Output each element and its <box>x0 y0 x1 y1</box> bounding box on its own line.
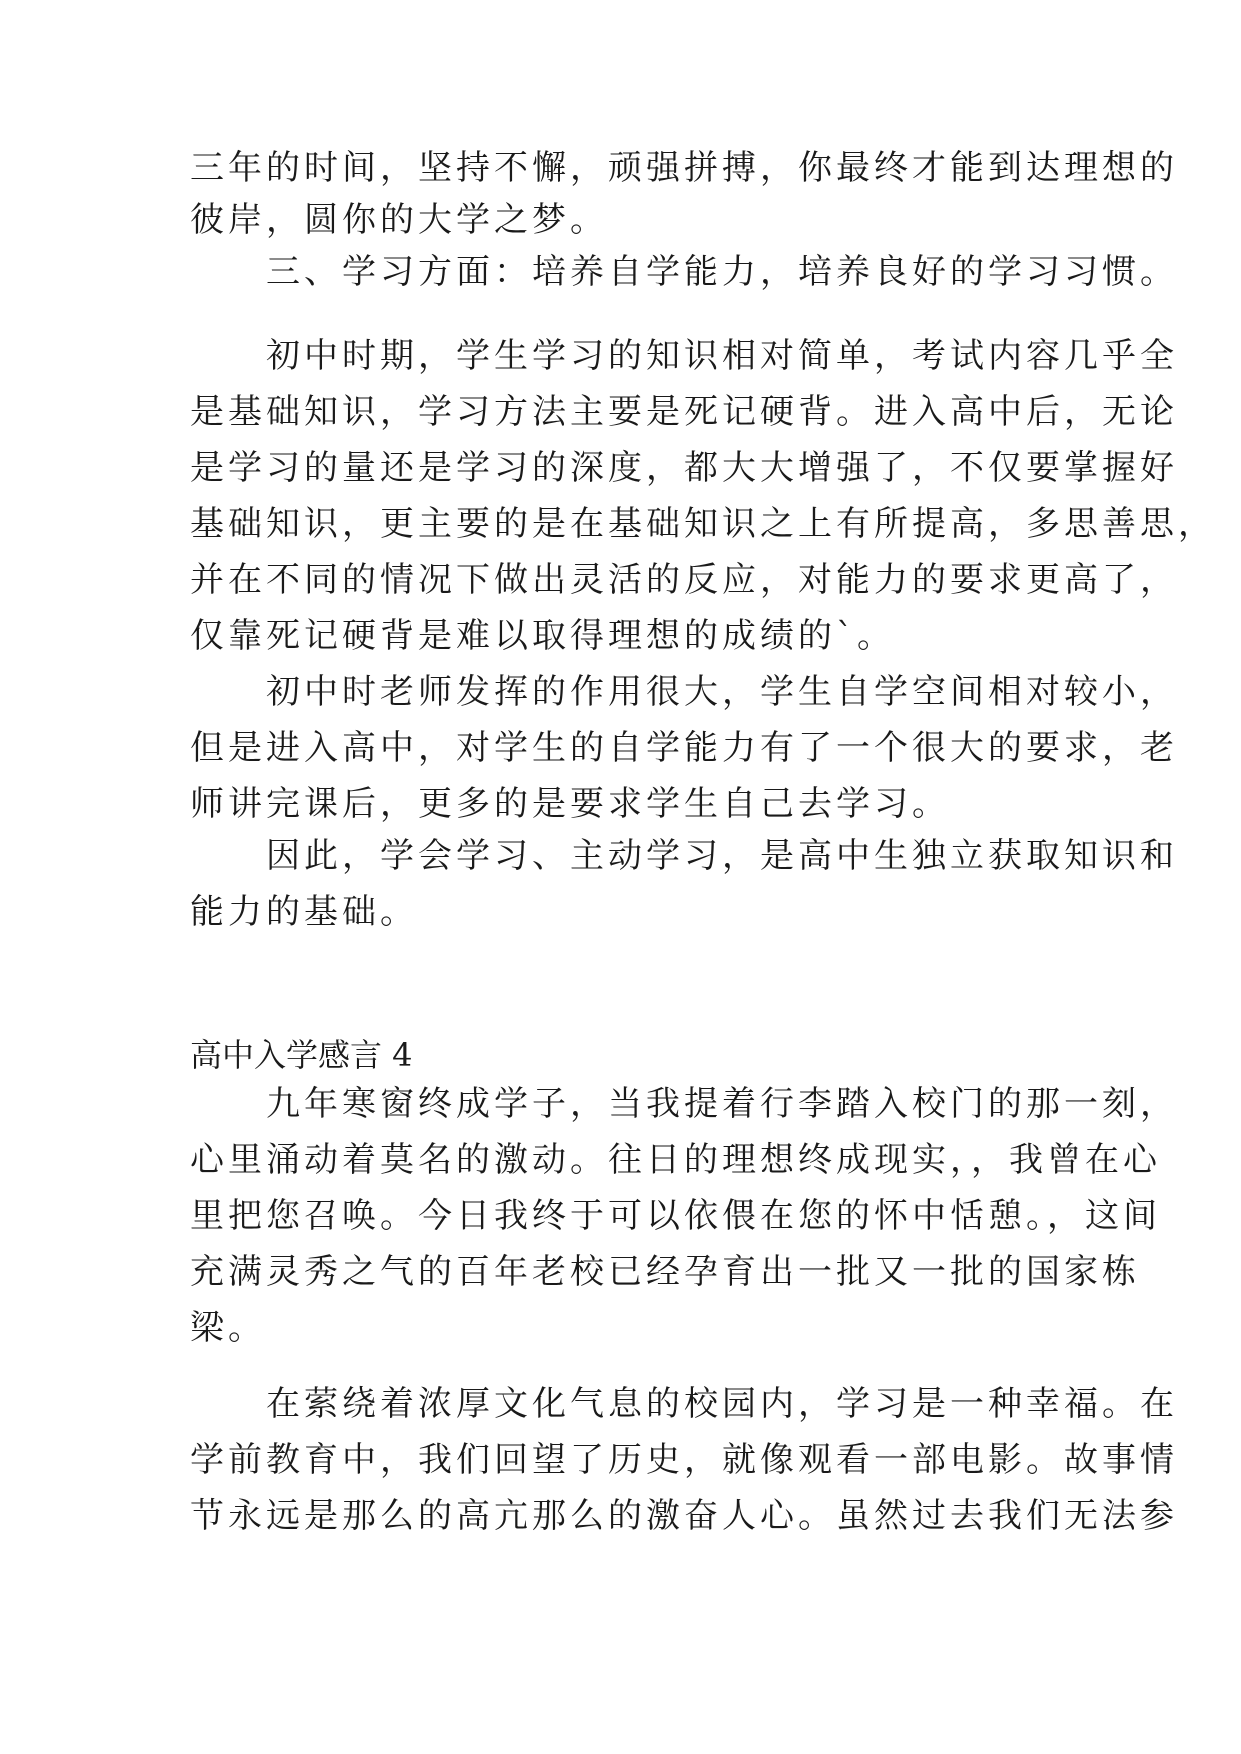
text-line: 里把您召唤。今日我终于可以依偎在您的怀中恬憩。，这间 <box>190 1196 1161 1236</box>
text-line: 初中时期，学生学习的知识相对简单，考试内容几乎全 <box>190 336 1178 376</box>
text-line: 梁。 <box>190 1308 266 1348</box>
text-line: 师讲完课后，更多的是要求学生自己去学习。 <box>190 784 950 824</box>
section-heading: 三、学习方面：培养自学能力，培养良好的学习习惯。 <box>190 252 1178 292</box>
section-title: 高中入学感言 4 <box>190 1036 413 1074</box>
text-line: 但是进入高中，对学生的自学能力有了一个很大的要求，老 <box>190 728 1178 768</box>
text-line: 心里涌动着莫名的激动。往日的理想终成现实，，我曾在心 <box>190 1140 1161 1180</box>
text-line: 并在不同的情况下做出灵活的反应，对能力的要求更高了， <box>190 560 1178 600</box>
text-line: 能力的基础。 <box>190 892 418 932</box>
text-line: 充满灵秀之气的百年老校已经孕育出一批又一批的国家栋 <box>190 1252 1140 1292</box>
text-line: 因此，学会学习、主动学习，是高中生独立获取知识和 <box>190 836 1178 876</box>
text-line: 仅靠死记硬背是难以取得理想的成绩的`。 <box>190 616 895 656</box>
text-line: 是学习的量还是学习的深度，都大大增强了，不仅要掌握好 <box>190 448 1178 488</box>
text-line: 是基础知识，学习方法主要是死记硬背。进入高中后，无论 <box>190 392 1178 432</box>
text-line: 彼岸，圆你的大学之梦。 <box>190 200 608 240</box>
text-line: 初中时老师发挥的作用很大，学生自学空间相对较小， <box>190 672 1178 712</box>
text-line: 基础知识，更主要的是在基础知识之上有所提高，多思善思， <box>190 504 1216 544</box>
text-line: 九年寒窗终成学子，当我提着行李踏入校门的那一刻， <box>190 1084 1178 1124</box>
text-line: 在萦绕着浓厚文化气息的校园内，学习是一种幸福。在 <box>190 1384 1178 1424</box>
text-line: 节永远是那么的高亢那么的激奋人心。虽然过去我们无法参 <box>190 1496 1178 1536</box>
text-line: 三年的时间，坚持不懈，顽强拼搏，你最终才能到达理想的 <box>190 148 1178 188</box>
text-line: 学前教育中，我们回望了历史，就像观看一部电影。故事情 <box>190 1440 1178 1480</box>
